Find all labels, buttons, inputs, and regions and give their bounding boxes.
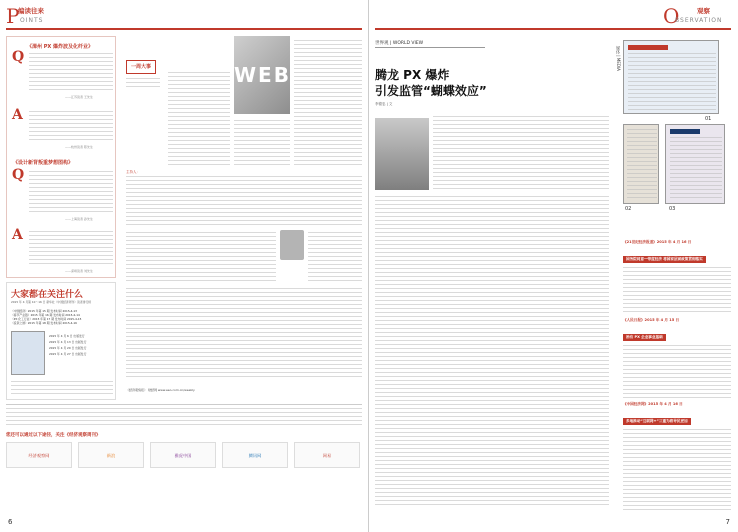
dropcap-q2: Q [12,167,25,183]
commentator-portrait [280,230,304,260]
media-label: 媒体 | MEDIA [616,46,621,71]
letter4-text [29,231,113,267]
letter2-text [29,111,113,143]
ad-heading: 大家都在关注什么 [11,290,84,300]
dropcap-a2: A [12,227,23,243]
thumb3-masthead [670,129,700,134]
section-title-right: 观察 [697,7,710,15]
main-article [375,40,609,510]
logo-yahoo[interactable]: 雅虎中国 [150,442,216,468]
article-lead-text [433,116,609,192]
letter2-sign: ——杭州读者 陈先生 [65,145,93,149]
host-label: 主持人： [126,170,140,174]
events-source: 《经济观察报》 财经网 www.eeo.com.cn/weekly [126,388,195,392]
digest3-source: 《中国经济网》2015 年 4 月 16 日 [623,402,683,406]
dropcap-q1: Q [12,49,25,65]
logo-qq[interactable]: 腾讯网 [222,442,288,468]
events-intro-text [168,72,230,166]
thumb-label-03: 03 [669,206,676,212]
logo-163[interactable]: 网易 [294,442,360,468]
thumb-label-01: 01 [705,116,712,122]
dropcap-a1: A [12,107,23,123]
partner-logos [6,442,362,472]
bottom-info-text [6,408,362,426]
ad-issue-item: 2015 年 4 月 20 日 出版发行 [49,346,87,350]
events-text-right [294,40,362,166]
letter3-text [29,171,113,215]
digest2-headline: 治有 PX 企业事业基础 [623,334,666,341]
ranking-ad[interactable] [6,282,116,400]
digest3-headline: 多地推动“互联网+”三重为将导民更加 [623,418,691,425]
magazine-cover-image [11,331,45,375]
ad-ranking-item: 《中国经济》2015 年第 15 期 发布时间 2015-4-13 [11,309,77,313]
section-letter-p: P [6,4,20,28]
logo-sina[interactable]: 新浪 [78,442,144,468]
letters-column [6,36,116,278]
section-letter-o: O [663,4,680,28]
ad-ranking-item: 《春节产业链》2015 年第 16 期 发布时间 2015-4-14 [11,313,80,317]
thumb-newspaper-3[interactable] [665,124,725,204]
ad-footer-text [11,381,113,397]
events-tag: 一周大事 [126,60,156,74]
web-photo: WEB [234,36,290,114]
thumb2-text [627,129,657,201]
ad-ranking-item: 《PX 化工行业》2015 年第 17 期 发布时间 2015-4-15 [11,317,82,321]
letter1-title: 《漳州 PX 爆炸波及化纤业》 [27,44,94,50]
news-digest-2 [623,318,731,399]
page-number-right: 7 [725,518,730,526]
digest2-text [623,345,731,399]
bottom-rule [6,404,362,405]
events-tag-note [126,78,160,88]
media-label-column [615,30,621,110]
section-subtitle: OINTS [20,17,44,24]
headline-line-1: 腾龙 PX 爆炸 [375,68,450,82]
letter4-sign: ——深圳读者 刘先生 [65,269,93,273]
thumb1-masthead [628,45,668,50]
weekly-events-column [126,36,362,404]
logo-eeo[interactable]: 经济观察网 [6,442,72,468]
news-digest-3 [623,402,731,513]
ad-ranking-item: 《投资之道》2015 年第 18 期 发布时间 2015-4-16 [11,321,77,325]
news-digest-1 [623,240,731,315]
article-kicker: 世界观 | WORLD VIEW [375,40,485,48]
digest1-source: 《21世纪经济报道》2015 年 4 月 16 日 [623,240,692,244]
section-subtitle-right: BSERVATION [675,17,723,24]
thumb3-text [670,137,722,201]
digest1-text [623,267,731,315]
events-body-3 [308,232,362,284]
letter3-sign: ——上海读者 孙先生 [65,217,93,221]
ad-issue-item: 2015 年 4 月 13 日 出版发行 [49,340,87,344]
ad-issue-item: 2015 年 4 月 27 日 出版发行 [49,352,87,356]
events-body-2 [126,232,276,284]
ad-issue-list [49,333,113,357]
letter1-text [29,53,113,93]
follow-us-text: 您还可以通过以下途径，关注《经济观察周刊》 [6,433,101,438]
ad-subheading: 2015 年 4 月第 10～16 日 新华社《中国经济周刊》读者排行榜 [11,300,92,304]
letter3-title: 《设计新背叛重梦想图构》 [13,160,74,166]
ad-ranking-list [11,309,113,325]
digest2-source: 《人民日报》2015 年 4 月 15 日 [623,318,680,322]
events-body-1 [126,176,362,228]
thumb-label-02: 02 [625,206,632,212]
header-rule-right [375,28,731,30]
digest3-text [623,429,731,513]
ad-issue-item: 2015 年 4 月 6 日 出版发行 [49,334,85,338]
events-text-under-photo [234,120,290,166]
thumb-newspaper-2[interactable] [623,124,659,204]
digest1-headline: 国务院同意一带度经济 将国家层面政策贯彻落实 [623,256,706,263]
events-body-4 [126,288,362,378]
right-page [369,0,738,532]
header-rule [6,28,362,30]
headline-line-2: 引发监管“蝴蝶效应” [375,84,487,98]
letter1-sign: ——江苏读者 王先生 [65,95,93,99]
author-photo [375,118,429,190]
article-body-text [375,196,609,506]
thumb-newspaper-1[interactable] [623,40,719,114]
byline: 李德忠 | 文 [375,102,393,106]
page-number-left: 6 [8,518,13,526]
section-title: 编读往来 [18,7,44,15]
thumb1-text [628,53,716,111]
